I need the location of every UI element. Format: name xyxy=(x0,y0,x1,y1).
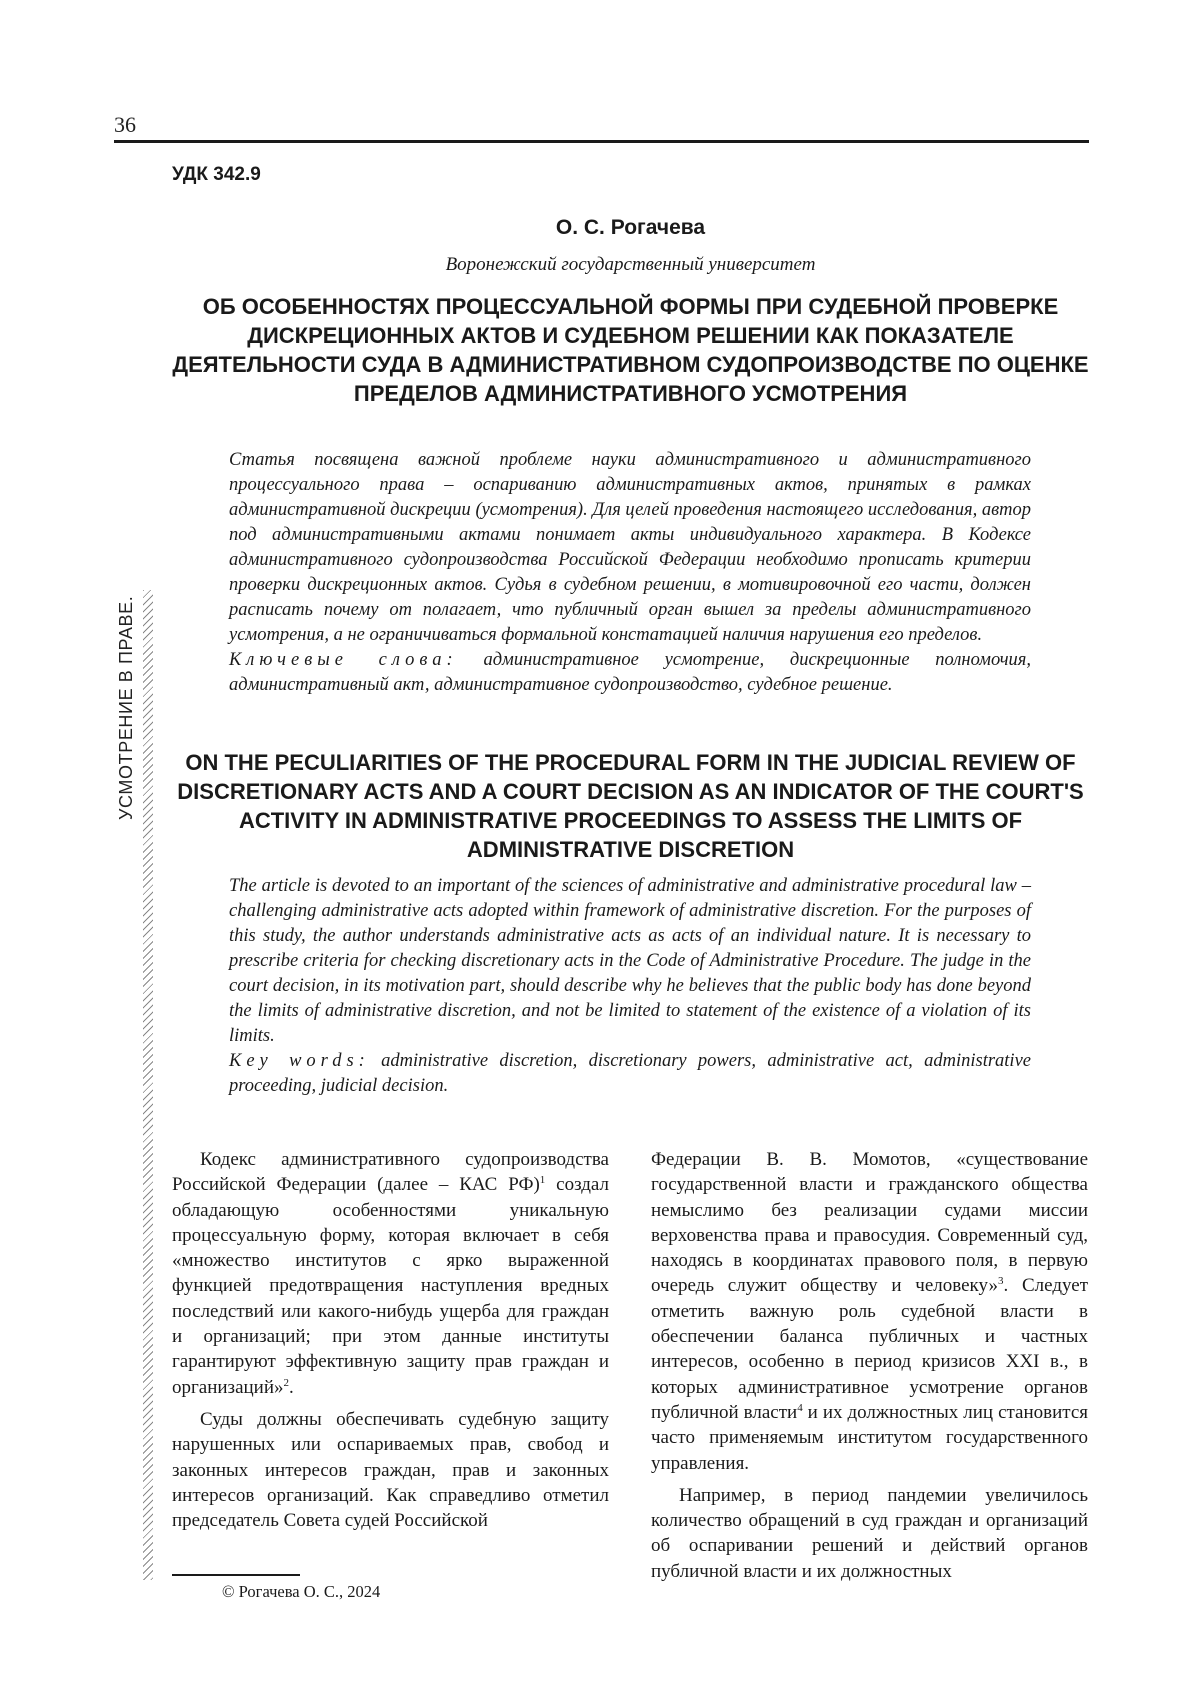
abstract-russian xyxy=(229,448,1031,698)
author-affiliation: Воронежский государственный университет xyxy=(172,254,1089,276)
keywords-en-text: administrative discretion, discretionary powers, administrative act, administrative proceeding, judicial decision. xyxy=(229,1051,1031,1096)
footnote-ref-4: 4 xyxy=(797,1402,803,1414)
title-english: ON THE PECULIARITIES OF THE PROCEDURAL FORM IN THE JUDICIAL REVIEW OF DISCRETIONARY ACTS AND A COURT DECISION AS AN INDICATOR OF THE COURT'S ACTIVITY IN ADMINISTRATIVE PROCEEDINGS TO ASSESS THE LIMITS OF ADMINISTRATIVE DISCRETION xyxy=(172,748,1089,864)
body-text: Кодекс административного судопроизводства Российской Федерации (далее – КАС РФ) xyxy=(172,1149,609,1195)
footnote-ref-2: 2 xyxy=(284,1377,290,1389)
keywords-en-label: Key words: xyxy=(229,1051,370,1071)
title-russian: ОБ ОСОБЕННОСТЯХ ПРОЦЕССУАЛЬНОЙ ФОРМЫ ПРИ СУДЕБНОЙ ПРОВЕРКЕ ДИСКРЕЦИОННЫХ АКТОВ И СУДЕБНОМ РЕШЕНИИ КАК ПОКАЗАТЕЛЕ ДЕЯТЕЛЬНОСТИ СУДА В АДМИНИСТРАТИВНОМ СУДОПРОИЗВОДСТВЕ ПО ОЦЕНКЕ ПРЕДЕЛОВ АДМИНИСТРАТИВНОГО УСМОТРЕНИЯ xyxy=(172,292,1089,408)
body-column-right xyxy=(651,1147,1088,1584)
udk-code: УДК 342.9 xyxy=(172,164,261,186)
author-name: О. С. Рогачева xyxy=(172,216,1089,240)
abstract-en-text: The article is devoted to an important of the sciences of administrative and administrative procedural law – challenging administrative acts adopted within framework of administrative discretion. For the purposes of this study, the author understands administrative acts as acts of an individual nature. It is necessary to prescribe criteria for checking discretionary acts in the Code of Administrative Procedure. The judge in the court decision, in its motivation part, should describe why he believes that the public body has done beyond the limits of administrative discretion, and not be limited to statement of the existence of a violation of its limits. xyxy=(229,874,1031,1049)
abstract-ru-text: Статья посвящена важной проблеме науки административного и административного процессуального права – оспариванию административных актов, принятых в рамках административной дискреции (усмотрения). Для целей проведения настоящего исследования, автор под административными актами понимает акты индивидуального характера. В Кодексе административного судопроизводства Российской Федерации необходимо прописать критерии проверки дискреционных актов. Судья в судебном решении, в мотивировочной его части, должен расписать почему от полагает, что публичный орган вышел за пределы административного усмотрения, а не ограничиваться формальной констатацией наличия нарушения его пределов. xyxy=(229,448,1031,648)
running-head-vertical: УСМОТРЕНИЕ В ПРАВЕ. xyxy=(116,596,137,820)
footnote-rule xyxy=(172,1574,300,1576)
page-number: 36 xyxy=(114,112,136,138)
keywords-ru xyxy=(229,648,1031,698)
footnote-ref-1: 1 xyxy=(540,1174,546,1186)
abstract-english xyxy=(229,874,1031,1099)
keywords-en xyxy=(229,1049,1031,1099)
footnote-ref-3: 3 xyxy=(998,1275,1004,1287)
body-text: . Следует отметить важную роль судебной власти в обеспечении баланса публичных и частных интересов, особенно в период кризисов XXI в., в которых административное усмотрение органов публичной власти xyxy=(651,1275,1088,1422)
body-paragraph: Например, в период пандемии увеличилось количество обращений в суд граждан и организаций об оспаривании решений и действий органов публичной власти и их должностных xyxy=(651,1483,1088,1584)
body-paragraph xyxy=(172,1147,609,1400)
keywords-ru-label: Ключевые слова: xyxy=(229,650,458,670)
body-column-left xyxy=(172,1147,609,1533)
body-text: . xyxy=(289,1377,294,1398)
copyright-note: © Рогачева О. С., 2024 xyxy=(222,1582,380,1602)
body-paragraph xyxy=(651,1147,1088,1476)
body-text: Федерации В. В. Момотов, «существование государственной власти и гражданского общества немыслимо без реализации судами миссии верховенства права и правосудия. Современный суд, находясь в координатах правового поля, в первую очередь служит обществу и человеку» xyxy=(651,1149,1088,1296)
header-rule xyxy=(114,140,1089,143)
body-text: и их должностных лиц становится часто применяемым институтом государственного управления. xyxy=(651,1402,1088,1474)
side-hatch-decoration xyxy=(143,590,153,1580)
body-paragraph: Суды должны обеспечивать судебную защиту нарушенных или оспариваемых прав, свобод и законных интересов граждан, прав и законных интересов организаций. Как справедливо отметил председатель Совета судей Российской xyxy=(172,1407,609,1533)
body-text: создал обладающую особенностями уникальную процессуальную форму, которая включает в себя «множество институтов с ярко выраженной функцией предотвращения наступления вредных последствий или какого-нибудь ущерба для граждан и организаций; при этом данные институты гарантируют эффективную защиту прав граждан и организаций» xyxy=(172,1174,609,1397)
keywords-ru-text: административное усмотрение, дискреционные полномочия, административный акт, административное судопроизводство, судебное решение. xyxy=(229,650,1031,695)
